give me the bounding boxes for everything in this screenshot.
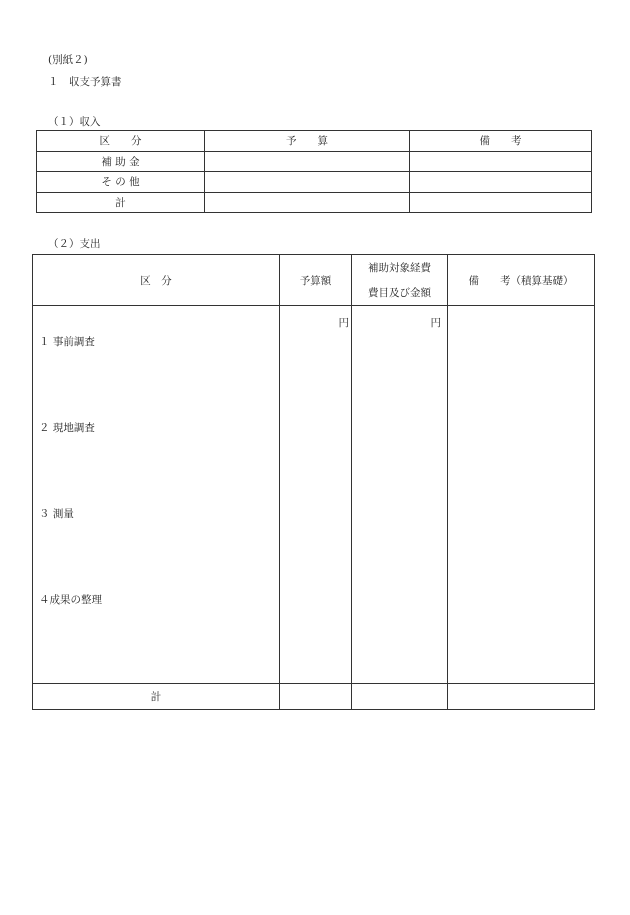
section-title: １ 収支予算書 bbox=[48, 76, 122, 88]
expense-header-subsidy-line2: 費目及び金額 bbox=[368, 287, 431, 299]
expense-item: ３ 測量 bbox=[39, 508, 74, 520]
income-row-remarks-cell bbox=[410, 172, 592, 193]
expense-header-remarks: 備 考（積算基礎） bbox=[448, 255, 595, 306]
expense-item: ２ 現地調査 bbox=[39, 422, 95, 434]
expense-subsidy-unit: 円 bbox=[352, 306, 448, 684]
expense-total-budget-cell bbox=[280, 684, 352, 710]
expense-table bbox=[32, 254, 595, 710]
expense-header-budget: 予算額 bbox=[280, 255, 352, 306]
expense-heading: （２）支出 bbox=[48, 238, 101, 250]
expense-total-remarks-cell bbox=[448, 684, 595, 710]
income-row bbox=[37, 151, 592, 172]
income-heading: （１）収入 bbox=[48, 116, 101, 128]
income-row-label: 補 助 金 bbox=[37, 151, 205, 172]
expense-budget-unit: 円 bbox=[280, 306, 352, 684]
income-row-budget-cell bbox=[205, 151, 410, 172]
expense-header-subsidy-line1: 補助対象経費 bbox=[368, 262, 431, 274]
expense-remarks-cell bbox=[448, 306, 595, 684]
income-header-row bbox=[37, 131, 592, 152]
income-total-label: 計 bbox=[37, 192, 205, 213]
expense-item: １ 事前調査 bbox=[39, 336, 95, 348]
expense-header-row bbox=[33, 255, 595, 306]
income-total-remarks-cell bbox=[410, 192, 592, 213]
income-row bbox=[37, 172, 592, 193]
income-header-remarks: 備 考 bbox=[410, 131, 592, 152]
income-header-category: 区 分 bbox=[37, 131, 205, 152]
income-table bbox=[36, 130, 592, 213]
expense-header-subsidy bbox=[352, 255, 448, 306]
income-row-remarks-cell bbox=[410, 151, 592, 172]
income-total-budget-cell bbox=[205, 192, 410, 213]
expense-body-row bbox=[33, 306, 595, 684]
expense-header-category: 区 分 bbox=[33, 255, 280, 306]
expense-total-subsidy-cell bbox=[352, 684, 448, 710]
expense-total-row bbox=[33, 684, 595, 710]
income-row-budget-cell bbox=[205, 172, 410, 193]
attachment-label: (別紙２) bbox=[48, 54, 88, 66]
income-header-budget: 予 算 bbox=[205, 131, 410, 152]
expense-item: ４成果の整理 bbox=[39, 594, 102, 606]
expense-total-label: 計 bbox=[33, 684, 280, 710]
income-row-label: そ の 他 bbox=[37, 172, 205, 193]
expense-items-cell bbox=[33, 306, 280, 684]
income-total-row bbox=[37, 192, 592, 213]
